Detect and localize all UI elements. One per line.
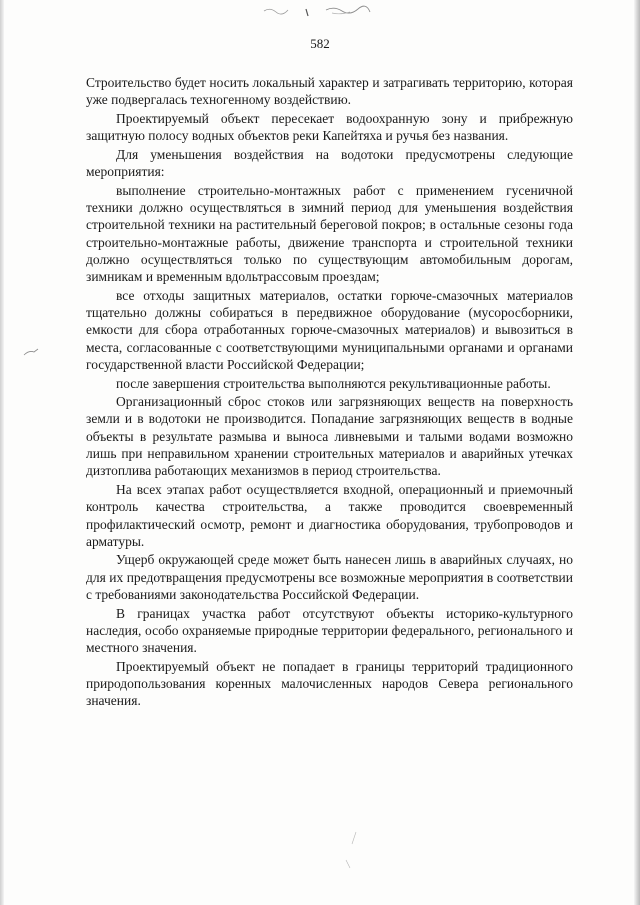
scan-edge-right [634, 0, 640, 905]
page-number: 582 [310, 36, 330, 51]
list-item: все отходы защитных материалов, остатки горюче-смазочных материалов тщательно должны собираться в передвижное оборудование (мусоросборники, емкости для сбора отработанных горюче-смазочных материалов) и вывозиться в места, согласованные с соответствующими муниципальными органами и органами государственной власти Российской Федерации; [86, 287, 573, 372]
scan-artifact-bottom [336, 830, 366, 870]
paragraph: Ущерб окружающей среде может быть нанесен лишь в аварийных случаях, но для их предотвращения предусмотрены все возможные мероприятия в соответствии с требованиями законодательства Российской Федерации. [86, 552, 573, 602]
paragraph: Строительство будет носить локальный характер и затрагивать территорию, которая уже подвергалась техногенному воздействию. [86, 75, 573, 108]
scan-artifact-left [22, 345, 40, 359]
list-item: выполнение строительно-монтажных работ с применением гусеничной техники должно осуществляться в зимний период для уменьшения воздействия строительной техники на растительный береговой покров; в остальные сезоны года строительно-монтажные работы, движение транспорта и строительной техники должно осуществляться только по существующим автомобильным дорогам, зимникам и временным вдольтрассовым проездам; [86, 182, 573, 285]
scan-edge-left [0, 0, 4, 905]
paragraph: Для уменьшения воздействия на водотоки предусмотрены следующие мероприятия: [86, 146, 573, 180]
paragraph: Проектируемый объект пересекает водоохранную зону и прибрежную защитную полосу водных объектов реки Капейтяха и ручья без названия. [86, 110, 573, 144]
paragraph: В границах участка работ отсутствуют объекты историко-культурного наследия, особо охраняемые природные территории федерального, регионального и местного значения. [86, 605, 573, 656]
paragraph: Проектируемый объект не попадает в границы территорий традиционного природопользования коренных малочисленных народов Севера регионального значения. [86, 658, 573, 709]
scan-artifact-top [262, 4, 372, 18]
body-text [86, 74, 573, 711]
paragraph: Организационный сброс стоков или загрязняющих веществ на поверхность земли и в водотоки не производится. Попадание загрязняющих веществ в водные объекты в результате размыва и выноса ливневыми и талыми водами возможно лишь при неправильном хранении строительных материалов и аварийных утечках дизтоплива работающих механизмов в период строительства. [86, 394, 573, 479]
list-item: после завершения строительства выполняются рекультивационные работы. [116, 375, 551, 391]
paragraph: На всех этапах работ осуществляется входной, операционный и приемочный контроль качества строительства, а также проводится своевременный профилактический осмотр, ремонт и диагностика оборудования, трубопроводов и арматуры. [86, 481, 573, 549]
